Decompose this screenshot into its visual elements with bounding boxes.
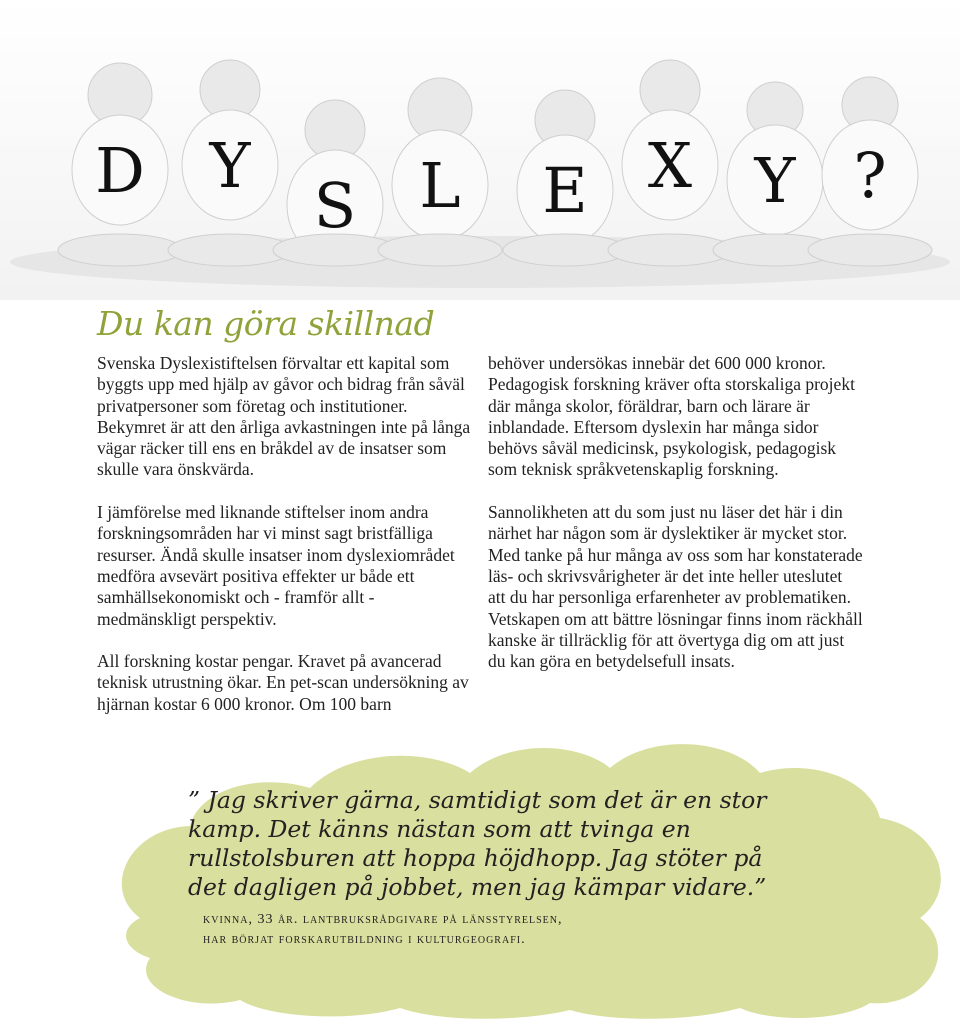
paragraph: Sannolikheten att du som just nu läser det här i din närhet har någon som är dyslektiker är mycket stor. Med tanke på hur många av oss som har konstaterade läs- och skrivsvårigheter är det inte heller uteslutet att du har personliga erfarenheter av problematiken. Vetskapen om att bättre lösningar finns inom räckhåll kanske är tillräcklig för att övertyga dig om att just du kan göra en betydelsefull insats. (488, 502, 863, 672)
attribution-line: kvinna, 33 år. lantbruksrådgivare på länsstyrelsen, (203, 912, 563, 927)
paragraph: All forskning kostar pengar. Kravet på avancerad teknisk utrustning ökar. En pet-scan undersökning av hjärnan kostar 6 000 kronor. Om 100 barn (97, 651, 469, 714)
shirt-letter: E (542, 154, 588, 227)
baby-legs (58, 234, 182, 266)
quote-attribution (203, 910, 803, 950)
baby-legs (808, 234, 932, 266)
shirt-letter: X (647, 129, 693, 202)
babies-photo (0, 0, 960, 300)
quote-text: ” Jag skriver gärna, samtidigt som det är en stor kamp. Det känns nästan som att tvinga en rullstolsburen att hoppa höjdhopp. Jag stöter på det dagligen på jobbet, men jag kämpar vidare.” (188, 786, 767, 901)
left-column (97, 353, 473, 736)
shirt-letter: L (419, 149, 461, 222)
shirt-letter: S (313, 169, 357, 242)
paragraph: Svenska Dyslexistiftelsen förvaltar ett kapital som byggts upp med hjälp av gåvor och bidrag från såväl privatpersoner som företag och institutioner. Bekymret är att den årliga avkastningen inte på långa vägar räcker till ens en bråkdel av de insatser som skulle vara önskvärda. (97, 353, 471, 480)
shirt-letter: Y (754, 144, 796, 217)
shirt-letter: ? (853, 139, 887, 212)
page-heading: Du kan göra skillnad (97, 304, 435, 343)
shirt-letter: Y (209, 129, 251, 202)
baby-legs (378, 234, 502, 266)
paragraph: behöver undersökas innebär det 600 000 kronor. Pedagogisk forskning kräver ofta storskaliga projekt där många skolor, föräldrar, barn och lärare är inblandade. Eftersom dyslexin har många sidor behövs såväl medicinsk, psykologisk, pedagogisk som teknisk språkvetenskaplig forskning. (488, 353, 855, 480)
attribution-line: har börjat forskarutbildning i kulturgeografi. (203, 932, 526, 947)
paragraph: I jämförelse med liknande stiftelser inom andra forskningsområden har vi minst sagt bristfälliga resurser. Ändå skulle insatser inom dyslexiområdet medföra avsevärt positiva effekter ur både ett samhällsekonomiskt och - framför allt - medmänskligt perspektiv. (97, 502, 455, 629)
shirt-letter: D (95, 134, 145, 207)
right-column (488, 353, 864, 694)
